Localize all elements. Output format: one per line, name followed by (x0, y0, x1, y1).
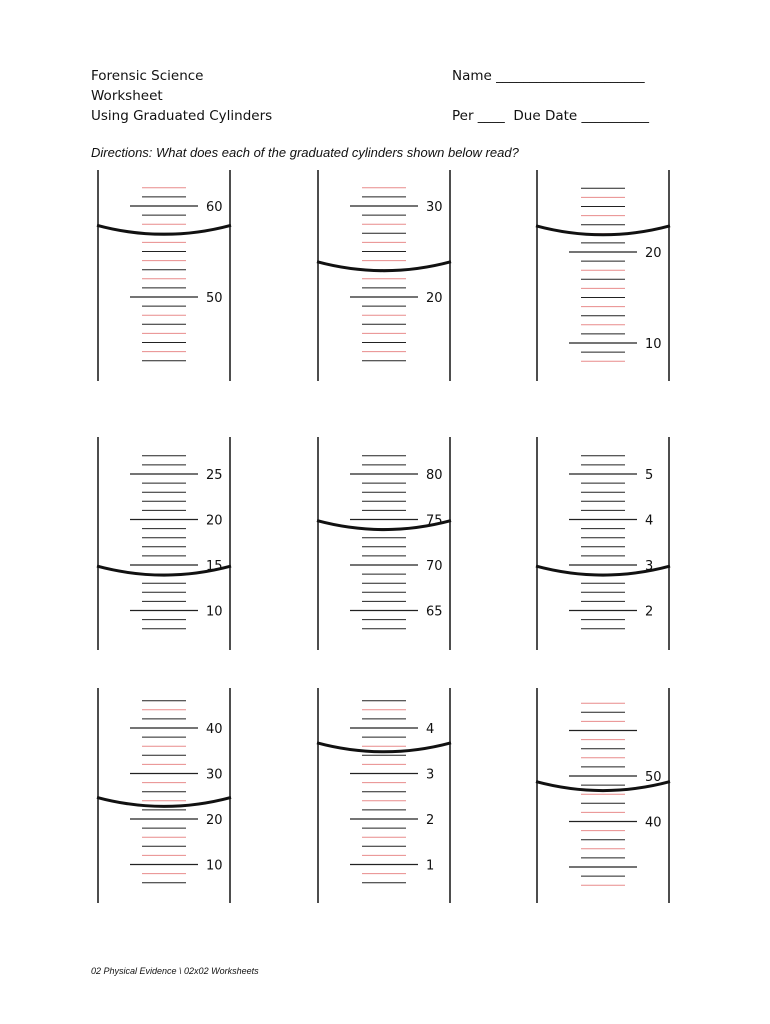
meniscus-curve (317, 743, 451, 752)
name-field[interactable]: Name ______________________ (452, 68, 645, 84)
graduation-label: 40 (206, 722, 223, 737)
footer-path: 02 Physical Evidence \ 02x02 Worksheets (91, 966, 259, 976)
period-field[interactable]: Per ____ (452, 108, 505, 124)
graduation-label: 4 (645, 513, 654, 529)
graduation-label: 3 (645, 559, 654, 574)
meniscus-curve (536, 226, 670, 235)
graduation-label: 70 (426, 559, 443, 574)
meniscus-curve (97, 225, 231, 234)
graduation-label: 4 (426, 722, 435, 737)
graduation-label: 40 (645, 815, 662, 831)
graduation-label: 3 (426, 767, 435, 783)
document-type: Worksheet (91, 88, 163, 104)
due-date-field[interactable]: Due Date __________ (513, 108, 650, 124)
graduation-label: 10 (645, 337, 662, 352)
directions-text: Directions: What does each of the graduated cylinders shown below read? (91, 145, 519, 160)
graduation-label: 50 (645, 770, 662, 785)
meniscus-curve (97, 797, 231, 806)
graduation-label: 25 (206, 468, 223, 483)
worksheet-topic: Using Graduated Cylinders (91, 108, 273, 124)
graduation-label: 1 (426, 858, 435, 874)
graduation-label: 75 (426, 513, 443, 529)
graduation-label: 20 (206, 513, 223, 529)
graduation-label: 80 (426, 468, 443, 483)
meniscus-curve (317, 262, 451, 271)
graduation-label: 65 (426, 604, 443, 620)
graduation-label: 30 (206, 767, 223, 783)
graduation-label: 20 (426, 291, 443, 306)
graduation-label: 60 (206, 200, 223, 215)
graduation-label: 30 (426, 200, 443, 215)
graduation-label: 50 (206, 291, 223, 306)
course-title: Forensic Science (91, 68, 204, 84)
graduation-label: 20 (206, 813, 223, 828)
graduation-label: 5 (645, 468, 654, 483)
graduation-label: 10 (206, 858, 223, 874)
graduation-label: 15 (206, 559, 223, 574)
graduation-label: 10 (206, 604, 223, 620)
graduation-label: 2 (426, 813, 435, 828)
graduation-label: 20 (645, 246, 662, 261)
graduation-label: 2 (645, 604, 654, 620)
